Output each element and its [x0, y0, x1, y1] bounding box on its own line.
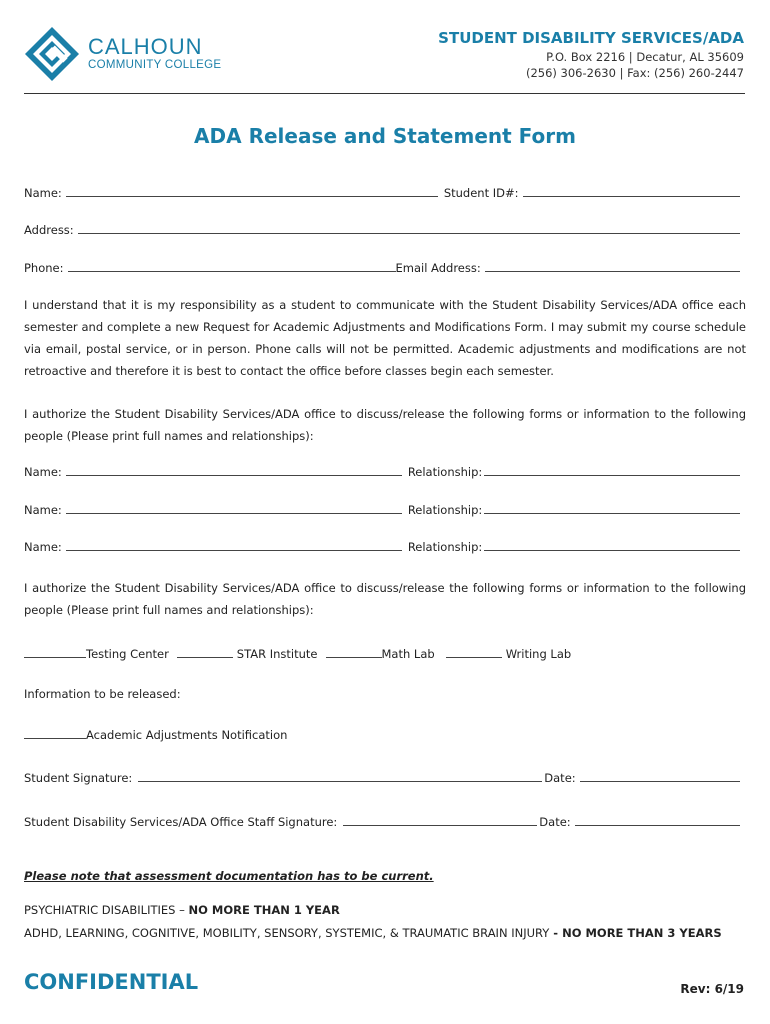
student-date-label: Date: [544, 771, 576, 785]
student-id-label: Student ID#: [443, 186, 519, 200]
office-address: P.O. Box 2216 | Decatur, AL 35609 [546, 50, 744, 64]
student-id-field[interactable] [523, 196, 741, 197]
release-name-label: Name: [24, 503, 62, 517]
office-title: STUDENT DISABILITY SERVICES/ADA [438, 29, 744, 47]
math-lab-checkline[interactable] [326, 657, 382, 658]
relationship-field[interactable] [484, 550, 740, 551]
academic-adjustments-label: Academic Adjustments Notification [86, 728, 288, 742]
staff-signature-field[interactable] [343, 825, 537, 826]
student-signature-row [24, 771, 740, 785]
testing-center-checkline[interactable] [24, 657, 86, 658]
release-name-field[interactable] [66, 550, 402, 551]
staff-date-field[interactable] [575, 825, 740, 826]
staff-date-label: Date: [539, 815, 571, 829]
name-id-row [24, 186, 740, 200]
writing-lab-label: Writing Lab [505, 647, 572, 661]
phone-email-row [24, 261, 740, 275]
form-title: ADA Release and Statement Form [194, 124, 576, 148]
student-date-field[interactable] [580, 781, 740, 782]
release-name-field[interactable] [66, 513, 402, 514]
adhd-requirement [24, 926, 722, 940]
psychiatric-label: PSYCHIATRIC DISABILITIES – [24, 903, 189, 917]
release-name-label: Name: [24, 465, 62, 479]
star-institute-checkline[interactable] [177, 657, 233, 658]
name-label: Name: [24, 186, 62, 200]
email-field[interactable] [485, 271, 740, 272]
star-institute-label: STAR Institute [236, 647, 318, 661]
release-row [24, 465, 740, 479]
phone-field[interactable] [68, 271, 396, 272]
college-logo [24, 26, 264, 82]
staff-signature-row [24, 815, 740, 829]
logo-wordmark: CALHOUN [88, 34, 203, 59]
responsibility-statement: I understand that it is my responsibility as a student to communicate with the Student Disability Services/ADA office each semester and complete a new Request for Academic Adjustments and Modifications Form. I may submit my course schedule via email, postal service, or in person. Phone calls will not be permitted. Academic adjustments and modifications are not retroactive and therefore it is best to contact the office before classes begin each semester. [24, 298, 746, 378]
authorization-statement: I authorize the Student Disability Services/ADA office to discuss/release the following forms or information to the following people (Please print full names and relationships): [24, 407, 746, 443]
authorization-statement-departments: I authorize the Student Disability Services/ADA office to discuss/release the following forms or information to the following people (Please print full names and relationships): [24, 581, 746, 617]
release-name-label: Name: [24, 540, 62, 554]
release-name-field[interactable] [66, 475, 402, 476]
math-lab-label: Math Lab [381, 647, 435, 661]
calhoun-logo-icon [24, 26, 80, 82]
revision-label: Rev: 6/19 [680, 982, 744, 996]
writing-lab-checkline[interactable] [446, 657, 502, 658]
student-signature-field[interactable] [138, 781, 542, 782]
adhd-label: ADHD, LEARNING, COGNITIVE, MOBILITY, SENSORY, SYSTEMIC, & TRAUMATIC BRAIN INJURY [24, 926, 550, 940]
email-label: Email Address: [395, 261, 481, 275]
phone-label: Phone: [24, 261, 64, 275]
relationship-field[interactable] [484, 475, 740, 476]
academic-adjustments-checkline[interactable] [24, 738, 86, 739]
address-row [24, 223, 740, 237]
testing-center-label: Testing Center [86, 647, 169, 661]
relationship-label: Relationship: [407, 465, 483, 479]
info-item-row [24, 728, 287, 742]
address-label: Address: [24, 223, 74, 237]
department-row [24, 647, 571, 661]
student-signature-label: Student Signature: [24, 771, 133, 785]
name-field[interactable] [66, 196, 438, 197]
relationship-label: Relationship: [407, 503, 483, 517]
address-field[interactable] [78, 233, 740, 234]
adhd-limit: - NO MORE THAN 3 YEARS [549, 926, 722, 940]
release-row [24, 503, 740, 517]
logo-subtitle: COMMUNITY COLLEGE [88, 59, 222, 71]
info-released-label: Information to be released: [24, 687, 181, 701]
staff-signature-label: Student Disability Services/ADA Office Staff Signature: [24, 815, 338, 829]
psychiatric-requirement [24, 903, 340, 917]
relationship-label: Relationship: [407, 540, 483, 554]
confidential-label: CONFIDENTIAL [24, 970, 199, 994]
header-divider [24, 93, 745, 94]
documentation-note: Please note that assessment documentation has to be current. [24, 869, 434, 883]
relationship-field[interactable] [484, 513, 740, 514]
release-row [24, 540, 740, 554]
psychiatric-limit: NO MORE THAN 1 YEAR [188, 903, 340, 917]
office-phone-fax: (256) 306-2630 | Fax: (256) 260-2447 [525, 66, 744, 80]
